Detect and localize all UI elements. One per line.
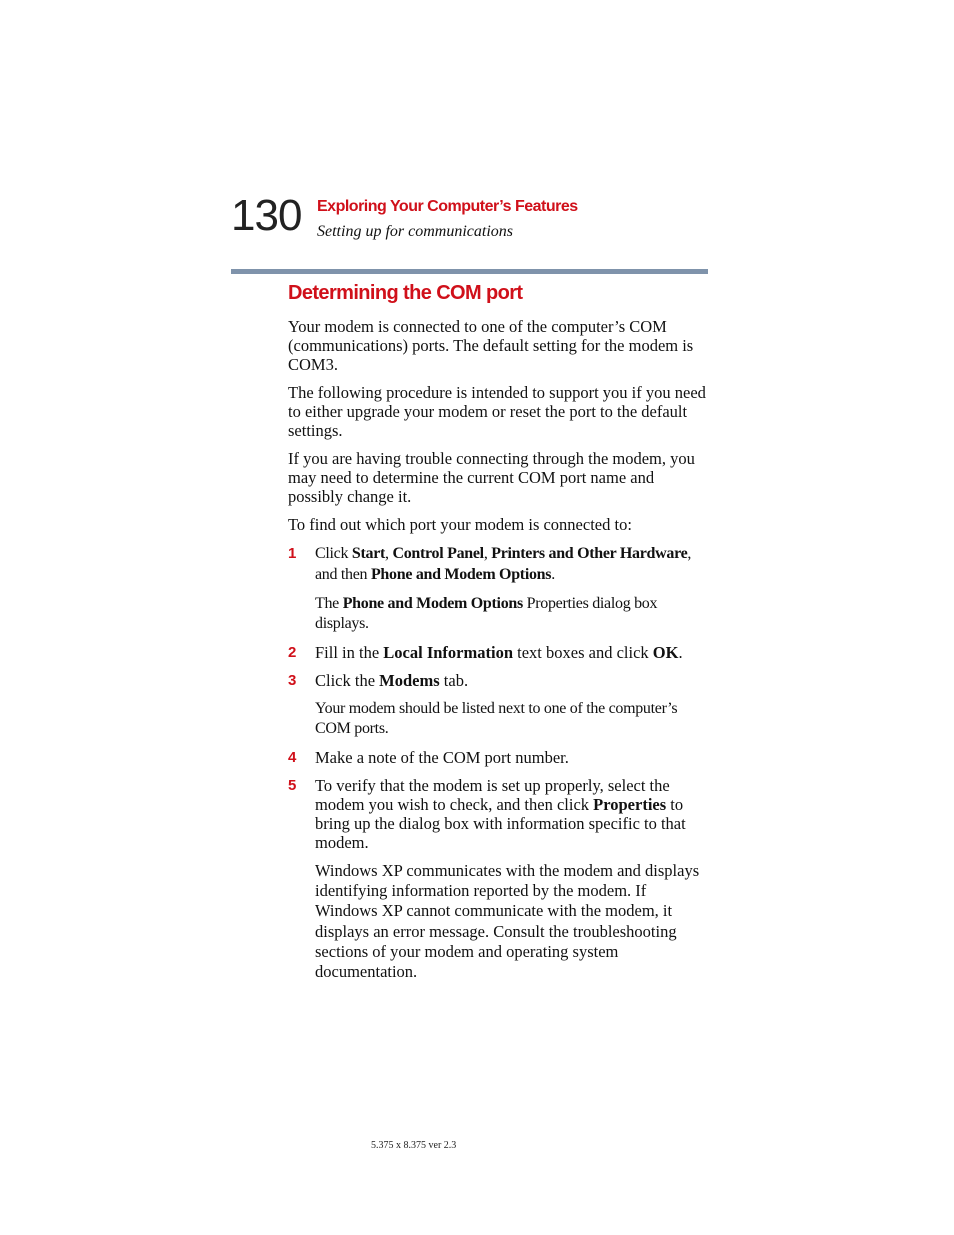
step-1 [288,543,708,585]
paragraph: To find out which port your modem is connected to: [288,515,632,534]
ui-term: Start [351,545,386,562]
step-number: 5 [288,777,297,794]
step-text: , [483,545,492,562]
chapter-title: Exploring Your Computer’s Features [317,198,578,215]
ui-term: Phone and Modem Options [342,595,523,612]
note-text: The [315,595,343,612]
step-text: , [385,545,393,562]
step-number: 4 [288,749,297,766]
section-subtitle: Setting up for communications [317,223,513,240]
step-3 [288,671,708,690]
step-5 [288,776,708,852]
step-text: text boxes and click [513,643,653,662]
step-4 [288,748,708,767]
step-text: Click the [315,671,380,690]
step-5-note: Windows XP communicates with the modem and displays identifying information reported by the modem. If Windows XP cannot communicate with the modem, it displays an error message. Consult the troubleshooting sections of your modem and operating system documentation. [315,861,700,982]
step-text: Click [315,545,352,562]
section-body [288,317,708,982]
step-text: to bring up the dialog box with information specific to that modem. [315,795,686,852]
paragraph: The following procedure is intended to support you if you need to either upgrade your modem or reset the port to the default settings. [288,383,706,440]
ui-term: Printers and Other Hardware [491,545,688,562]
step-1-note [288,594,708,634]
note-text: Properties dialog box displays. [315,595,658,632]
step-text: Fill in the [315,643,384,662]
paragraph: If you are having trouble connecting through the modem, you may need to determine the current COM port name and possibly change it. [288,449,695,506]
step-text: . [678,643,683,662]
step-number: 2 [288,644,297,661]
ui-term: Modems [379,671,440,690]
footer-version: 5.375 x 8.375 ver 2.3 [371,1140,457,1151]
step-2 [288,643,708,662]
step-text: Make a note of the COM port number. [315,748,569,767]
ui-term: OK [652,643,679,662]
step-number: 3 [288,672,297,689]
step-text: , and then [315,545,692,583]
page-number: 130 [231,191,302,240]
section-heading: Determining the COM port [288,282,523,304]
step-3-note: Your modem should be listed next to one of the computer’s COM ports. [315,700,678,737]
ui-term: Control Panel [392,545,484,562]
step-text: To verify that the modem is set up properly, select the modem you wish to check, and then click [315,776,670,814]
header-divider [231,269,708,274]
ui-term: Local Information [383,643,514,662]
step-text: . [551,566,555,583]
ui-term: Phone and Modem Options [370,566,552,583]
ui-term: Properties [593,795,667,814]
step-number: 1 [288,545,297,562]
paragraph: Your modem is connected to one of the computer’s COM (communications) ports. The default setting for the modem is COM3. [288,317,694,374]
step-text: tab. [439,671,469,690]
